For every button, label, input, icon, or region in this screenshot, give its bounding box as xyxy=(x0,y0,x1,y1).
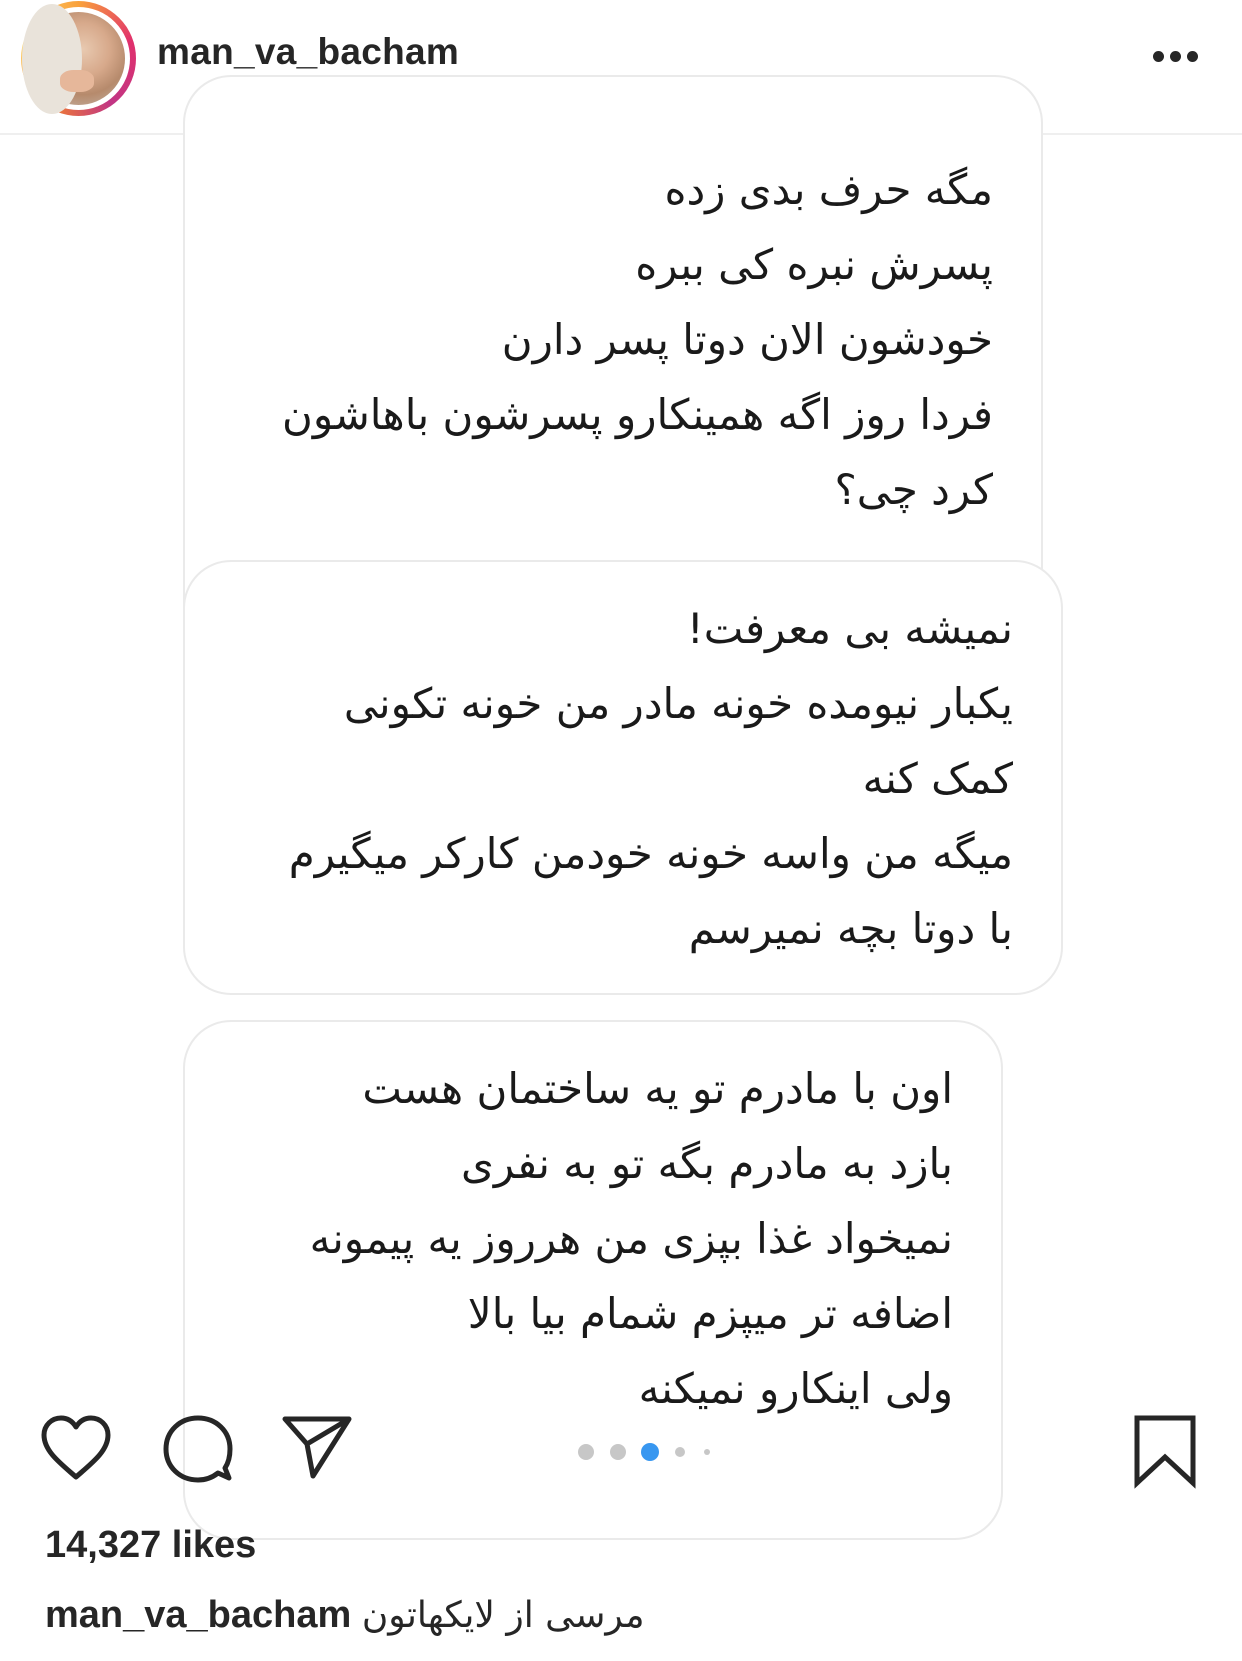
message-line: بازد به مادرم بگه تو به نفری xyxy=(460,1139,953,1188)
message-line: ولی اینکارو نمیکنه xyxy=(638,1364,953,1413)
message-line: با دوتا بچه نمیرسم xyxy=(688,904,1013,953)
carousel-dot xyxy=(578,1444,594,1460)
send-icon[interactable] xyxy=(281,1414,353,1480)
message-line: خودشون الان دوتا پسر دارن xyxy=(501,315,993,364)
bookmark-icon[interactable] xyxy=(1133,1415,1197,1487)
carousel-dot xyxy=(675,1447,685,1457)
carousel-indicator xyxy=(578,1442,718,1462)
message-line: کمک کنه xyxy=(862,754,1013,803)
caption-text: مرسی از لایکهاتون xyxy=(361,1595,645,1636)
comment-icon[interactable] xyxy=(163,1414,233,1484)
message-line: کرد چی؟ xyxy=(834,465,993,514)
carousel-dot xyxy=(704,1449,710,1455)
carousel-dot xyxy=(610,1444,626,1460)
message-line: اون با مادرم تو یه ساختمان هست xyxy=(362,1064,953,1113)
message-line: مگه حرف بدی زده xyxy=(664,165,993,214)
avatar-image xyxy=(32,12,125,105)
message-line: یکبار نیومده خونه مادر من خونه تکونی xyxy=(343,679,1013,728)
message-line: پسرش نبره کی ببره xyxy=(635,240,993,289)
message-line: نمیشه بی معرفت! xyxy=(686,604,1013,653)
caption xyxy=(45,1594,645,1637)
caption-username[interactable]: man_va_bacham xyxy=(45,1594,352,1636)
message-line: اضافه تر میپزم شمام بیا بالا xyxy=(467,1289,953,1338)
carousel-dot-active xyxy=(641,1443,659,1461)
message-line: نمیخواد غذا بپزی من هرروز یه پیمونه xyxy=(309,1214,953,1263)
message-line: فردا روز اگه همینکارو پسرشون باهاشون xyxy=(282,390,993,439)
avatar[interactable] xyxy=(21,1,136,116)
message-bubble xyxy=(183,560,1063,995)
likes-count[interactable]: 14,327 likes xyxy=(45,1524,257,1566)
post-image[interactable] xyxy=(0,135,1242,1413)
heart-icon[interactable] xyxy=(40,1415,112,1481)
message-line: میگه من واسه خونه خودمن کارکر میگیرم xyxy=(288,829,1013,878)
more-options-icon[interactable] xyxy=(1153,51,1199,63)
username[interactable]: man_va_bacham xyxy=(157,31,460,72)
